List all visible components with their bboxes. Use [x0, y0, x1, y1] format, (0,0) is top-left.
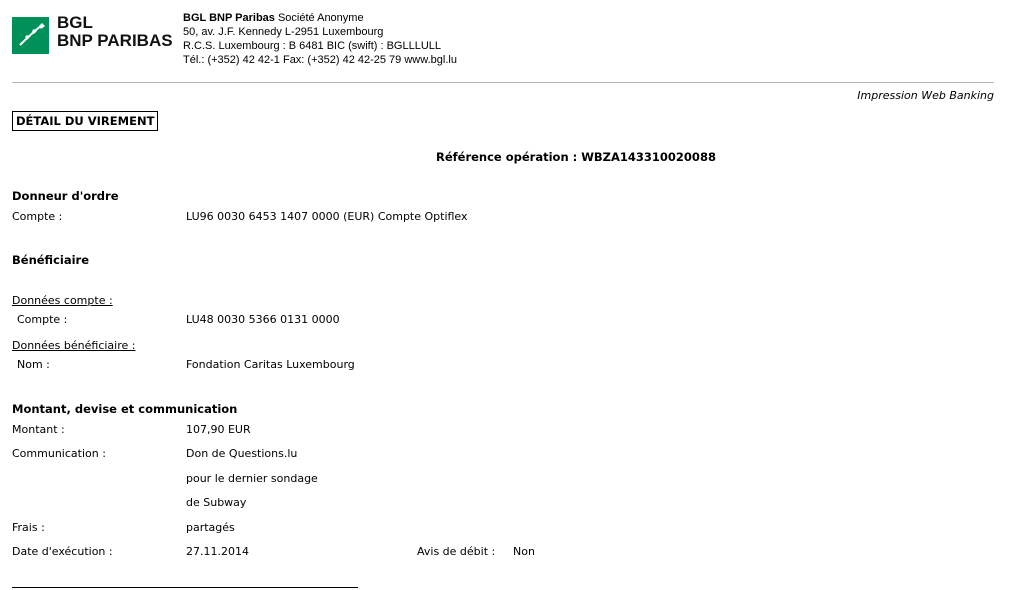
header-divider	[12, 82, 994, 83]
logo-line-2: BNP PARIBAS	[57, 31, 173, 50]
company-line	[183, 11, 457, 25]
donneur-heading: Donneur d'ordre	[12, 189, 119, 203]
company-contact: Tél.: (+352) 42 42-1 Fax: (+352) 42 42-25 79 www.bgl.lu	[183, 54, 457, 66]
company-type: Société Anonyme	[274, 12, 364, 24]
company-address: 50, av. J.F. Kennedy L-2951 Luxembourg	[183, 26, 384, 38]
donneur-compte-label: Compte :	[12, 210, 63, 223]
date-execution-label: Date d'exécution :	[12, 545, 113, 558]
beneficiaire-nom-value: Fondation Caritas Luxembourg	[186, 358, 355, 371]
company-name: BGL BNP Paribas	[183, 12, 275, 24]
avis-debit-value: Non	[513, 545, 535, 558]
bank-info-block	[183, 11, 457, 67]
beneficiaire-compte-label: Compte :	[17, 313, 68, 326]
company-registration: R.C.S. Luxembourg : B 6481 BIC (swift) : BGLLLULL	[183, 40, 442, 52]
avis-debit-label: Avis de débit :	[417, 545, 496, 558]
page-title: DÉTAIL DU VIREMENT	[12, 111, 158, 131]
donnees-beneficiaire-heading: Données bénéficiaire :	[12, 339, 136, 352]
logo-line-1: BGL	[57, 13, 93, 32]
donnees-compte-heading: Données compte :	[12, 294, 113, 307]
communication-label: Communication :	[12, 447, 106, 460]
communication-line-2: pour le dernier sondage	[186, 472, 318, 485]
montant-label: Montant :	[12, 423, 65, 436]
frais-label: Frais :	[12, 521, 45, 534]
montant-value: 107,90 EUR	[186, 423, 251, 436]
beneficiaire-nom-label: Nom :	[17, 358, 50, 371]
montant-heading: Montant, devise et communication	[12, 402, 238, 416]
bank-logo-text	[57, 14, 173, 50]
date-execution-value: 27.11.2014	[186, 545, 249, 558]
impression-label: Impression Web Banking	[857, 89, 994, 102]
communication-line-1: Don de Questions.lu	[186, 447, 298, 460]
communication-line-3: de Subway	[186, 496, 247, 509]
operation-reference: Référence opération : WBZA143310020088	[436, 150, 716, 164]
bottom-divider	[12, 587, 358, 588]
beneficiaire-heading: Bénéficiaire	[12, 253, 90, 267]
beneficiaire-compte-value: LU48 0030 5366 0131 0000	[186, 313, 340, 326]
donneur-compte-value: LU96 0030 6453 1407 0000 (EUR) Compte Optiflex	[186, 210, 468, 223]
bank-logo-icon	[12, 17, 49, 54]
frais-value: partagés	[186, 521, 235, 534]
